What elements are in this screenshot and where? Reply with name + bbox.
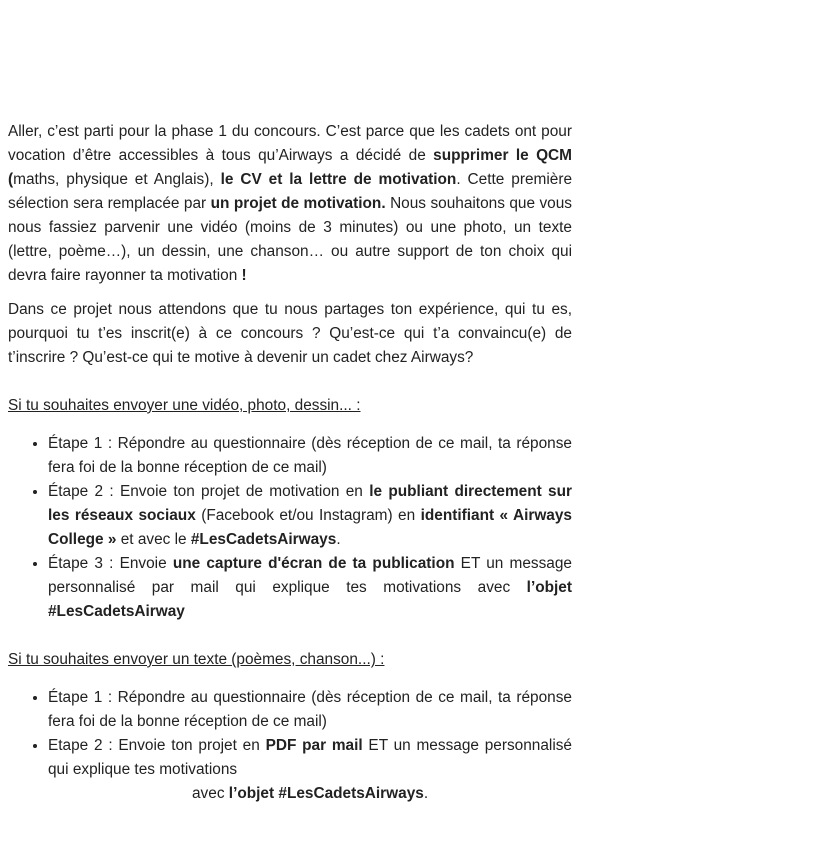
step-emphasis: l’objet #LesCadetsAirways [228, 785, 424, 802]
intro-text: . Cette première sélection sera remplacée par [8, 171, 573, 212]
hashtag: #LesCadetsAirways [190, 531, 337, 548]
intro-paragraph [8, 120, 572, 288]
intro-emphasis-qcm: supprimer le QCM ( [8, 147, 572, 188]
step-text: . [336, 531, 341, 548]
video-section-heading: Si tu souhaites envoyer une vidéo, photo, dessin... : [8, 397, 361, 414]
step-continuation [48, 782, 572, 806]
step-emphasis: PDF par mail [265, 737, 363, 754]
text-step-2 [48, 734, 572, 806]
intro-text: Aller, c’est parti pour la phase 1 du concours. C’est parce que les cadets ont pour vocation d’être accessibles à tous qu’Airways a décidé de [8, 123, 572, 164]
step-text: avec [192, 785, 229, 802]
video-step-2 [48, 480, 572, 552]
step-text: (Facebook et/ou Instagram) en [195, 507, 421, 524]
text-section-heading: Si tu souhaites envoyer un texte (poèmes, chanson...) : [8, 651, 385, 668]
step-emphasis: une capture d'écran de ta publication [172, 555, 455, 572]
text-steps-list [8, 686, 572, 806]
step-text: . [423, 785, 429, 802]
video-step-3 [48, 552, 572, 624]
intro-exclamation: ! [241, 267, 247, 284]
intro-emphasis-cv: le CV et la lettre de motivation [220, 171, 457, 188]
video-step-1: • Étape 1 : Répondre au questionnaire (dès réception de ce mail, ta réponse fera foi de la bonne réception de ce mail) [48, 432, 572, 480]
video-steps-list [8, 432, 572, 624]
step-text: Etape 2 : Envoie ton projet en [48, 737, 266, 754]
text-step-1: • Étape 1 : Répondre au questionnaire (dès réception de ce mail, ta réponse fera foi de la bonne réception de ce mail) [48, 686, 572, 734]
email-body [8, 120, 572, 818]
expectations-paragraph: Dans ce projet nous attendons que tu nous partages ton expérience, qui tu es, pourquoi tu t’es inscrit(e) à ce concours ? Qu’est-ce qui t’a convaincu(e) de t’inscrire ? Qu’est-ce qui te motive à devenir un cadet chez Airways? [8, 301, 572, 366]
step-emphasis: identifiant « Airways College » [48, 507, 572, 548]
step-text: Étape 3 : Envoie [48, 555, 173, 572]
step-emphasis: le publiant directement sur les réseaux sociaux [48, 483, 572, 524]
step-emphasis: l’objet #LesCadetsAirway [48, 579, 572, 620]
step-text: et avec le [116, 531, 191, 548]
intro-emphasis-projet: un projet de motivation. [210, 195, 386, 212]
intro-text: maths, physique et Anglais), [13, 171, 221, 188]
step-text: ET un message personnalisé qui explique tes motivations [48, 737, 572, 778]
intro-text: Nous souhaitons que vous nous fassiez parvenir une vidéo (moins de 3 minutes) ou une photo, un texte (lettre, poème…), un dessin, une chanson… ou autre support de ton choix qui devra faire rayonner ta motivation [8, 195, 573, 284]
step-text: ET un message personnalisé par mail qui explique tes motivations avec [48, 555, 572, 596]
step-text: Étape 2 : Envoie ton projet de motivation en [48, 483, 370, 500]
